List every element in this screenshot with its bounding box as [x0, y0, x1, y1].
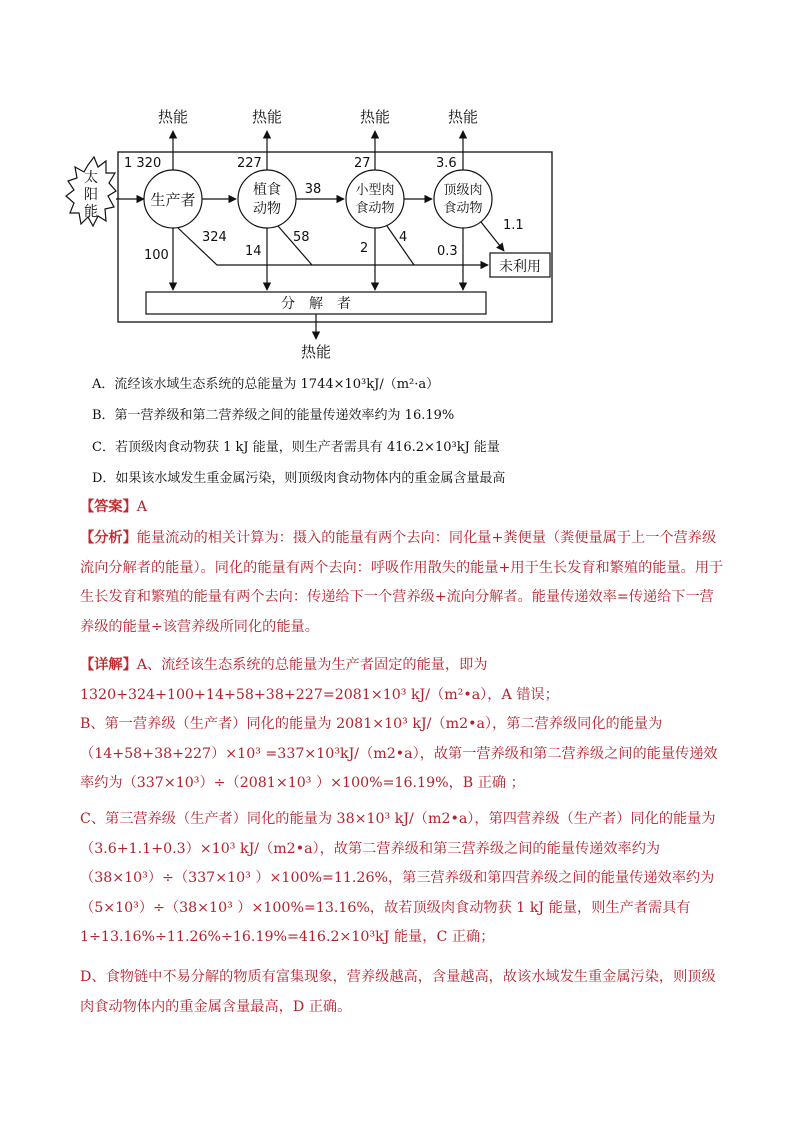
producer-label: 生产者 — [150, 191, 196, 209]
detail-a — [80, 651, 728, 710]
detail-d: D、食物链中不易分解的物质有富集现象，营养级越高，含量越高，故该水域发生重金属污染，则顶级肉食动物体内的重金属含量最高，D 正确。 — [80, 969, 716, 1015]
detail-b: B、第一营养级（生产者）同化的能量为 2081×10³ kJ/（m2•a），第二营养级同化的能量为（14+58+38+227）×10³ =337×10³kJ/（m2•a），故第一营养级和第二营养级之间的能量传递效率约为（337×10³）÷（2081×10³ ）×100%=16.19%，B 正确 ； — [80, 716, 718, 791]
value-small-to-decomposer: 2 — [360, 241, 369, 256]
option-a: A．流经该水域生态系统的总能量为 1744×10³kJ/（m²·a） — [92, 377, 440, 392]
answer-value: A — [136, 499, 148, 515]
value-producer-heat: 1 320 — [124, 156, 162, 171]
herbivore-label-1: 植食 — [253, 182, 281, 198]
heat-label-1: 热能 — [157, 108, 189, 126]
bottom-heat-label: 热能 — [300, 343, 332, 361]
sun-label-1: 太 — [84, 170, 98, 186]
answer-line — [80, 493, 728, 523]
analysis-tag: 【分析】 — [80, 530, 137, 546]
detail-c: C、第三营养级（生产者）同化的能量为 38×10³ kJ/（m2•a），第四营养级（生产者）同化的能量为（3.6+1.1+0.3）×10³ kJ/（m2•a），故第二营养级和第三营养级之间的能量传递效率约为（38×10³）÷（337×10³ ）×100%=11.26%，第三营养级和第四营养级之间的能量传递效率约为（5×10³）÷（38×10³ ）×100%=13.16%，故若顶级肉食动物获 1 kJ 能量，则生产者需具有 1÷13.16%÷11.26%÷16.19%=416.2×10³kJ 能量，C 正确； — [80, 811, 716, 945]
analysis-paragraph — [80, 524, 728, 642]
value-herbivore-to-decomposer: 14 — [245, 244, 262, 259]
value-top-to-decomposer: 0.3 — [437, 244, 458, 259]
detail-tag: 【详解】 — [80, 657, 137, 673]
option-d: D．如果该水域发生重金属污染，则顶级肉食动物体内的重金属含量最高 — [92, 471, 506, 486]
option-c: C．若顶级肉食动物获 1 kJ 能量，则生产者需具有 416.2×10³kJ 能量 — [92, 440, 500, 455]
heat-label-2: 热能 — [251, 108, 283, 126]
value-herbivore-to-unused: 58 — [293, 230, 310, 245]
option-b: B．第一营养级和第二营养级之间的能量传递效率约为 16.19% — [92, 408, 455, 423]
value-small-heat: 27 — [354, 156, 371, 171]
value-top-heat: 3.6 — [436, 156, 457, 171]
analysis-text: 能量流动的相关计算为：摄入的能量有两个去向：同化量+粪便量（粪便量属于上一个营养级流向分解者的能量）。同化的能量有两个去向：呼吸作用散失的能量+用于生长发育和繁殖的能量。用于生长发育和繁殖的能量有两个去向：传递给下一个营养级+流向分解者。能量传递效率=传递给下一营养级的能量÷该营养级所同化的能量。 — [80, 530, 724, 635]
herbivore-label-2: 动物 — [253, 201, 281, 217]
value-herb-to-small: 38 — [304, 182, 322, 197]
top-to-unused-arrow — [481, 222, 504, 251]
value-producer-to-decomposer: 100 — [144, 248, 169, 263]
answer-tag: 【答案】 — [80, 499, 137, 515]
heat-label-3: 热能 — [359, 108, 391, 126]
top-carnivore-node — [434, 170, 492, 228]
decomposer-label: 分 解 者 — [281, 296, 351, 312]
small-carnivore-node — [346, 170, 404, 228]
energy-flow-diagram — [60, 95, 580, 365]
value-small-to-unused: 4 — [399, 230, 408, 245]
value-producer-to-unused: 324 — [202, 230, 227, 245]
sun-label-2: 阳 — [84, 187, 98, 203]
sun-label-3: 能 — [84, 204, 98, 220]
value-top-to-unused: 1.1 — [503, 218, 524, 233]
small-carnivore-label-1: 小型肉 — [355, 183, 395, 198]
small-carnivore-label-2: 食动物 — [355, 201, 395, 216]
top-carnivore-label-2: 食动物 — [443, 201, 483, 216]
heat-label-4: 热能 — [447, 108, 479, 126]
top-carnivore-label-1: 顶级肉 — [443, 183, 483, 198]
unused-label: 未利用 — [499, 259, 541, 275]
value-herbivore-heat: 227 — [237, 156, 262, 171]
herbivore-node — [238, 170, 296, 228]
detail-a-text: A、流经该生态系统的总能量为生产者固定的能量，即为 1320+324+100+14+58+38+227=2081×10³ kJ/（m²•a），A 错误； — [80, 657, 559, 703]
